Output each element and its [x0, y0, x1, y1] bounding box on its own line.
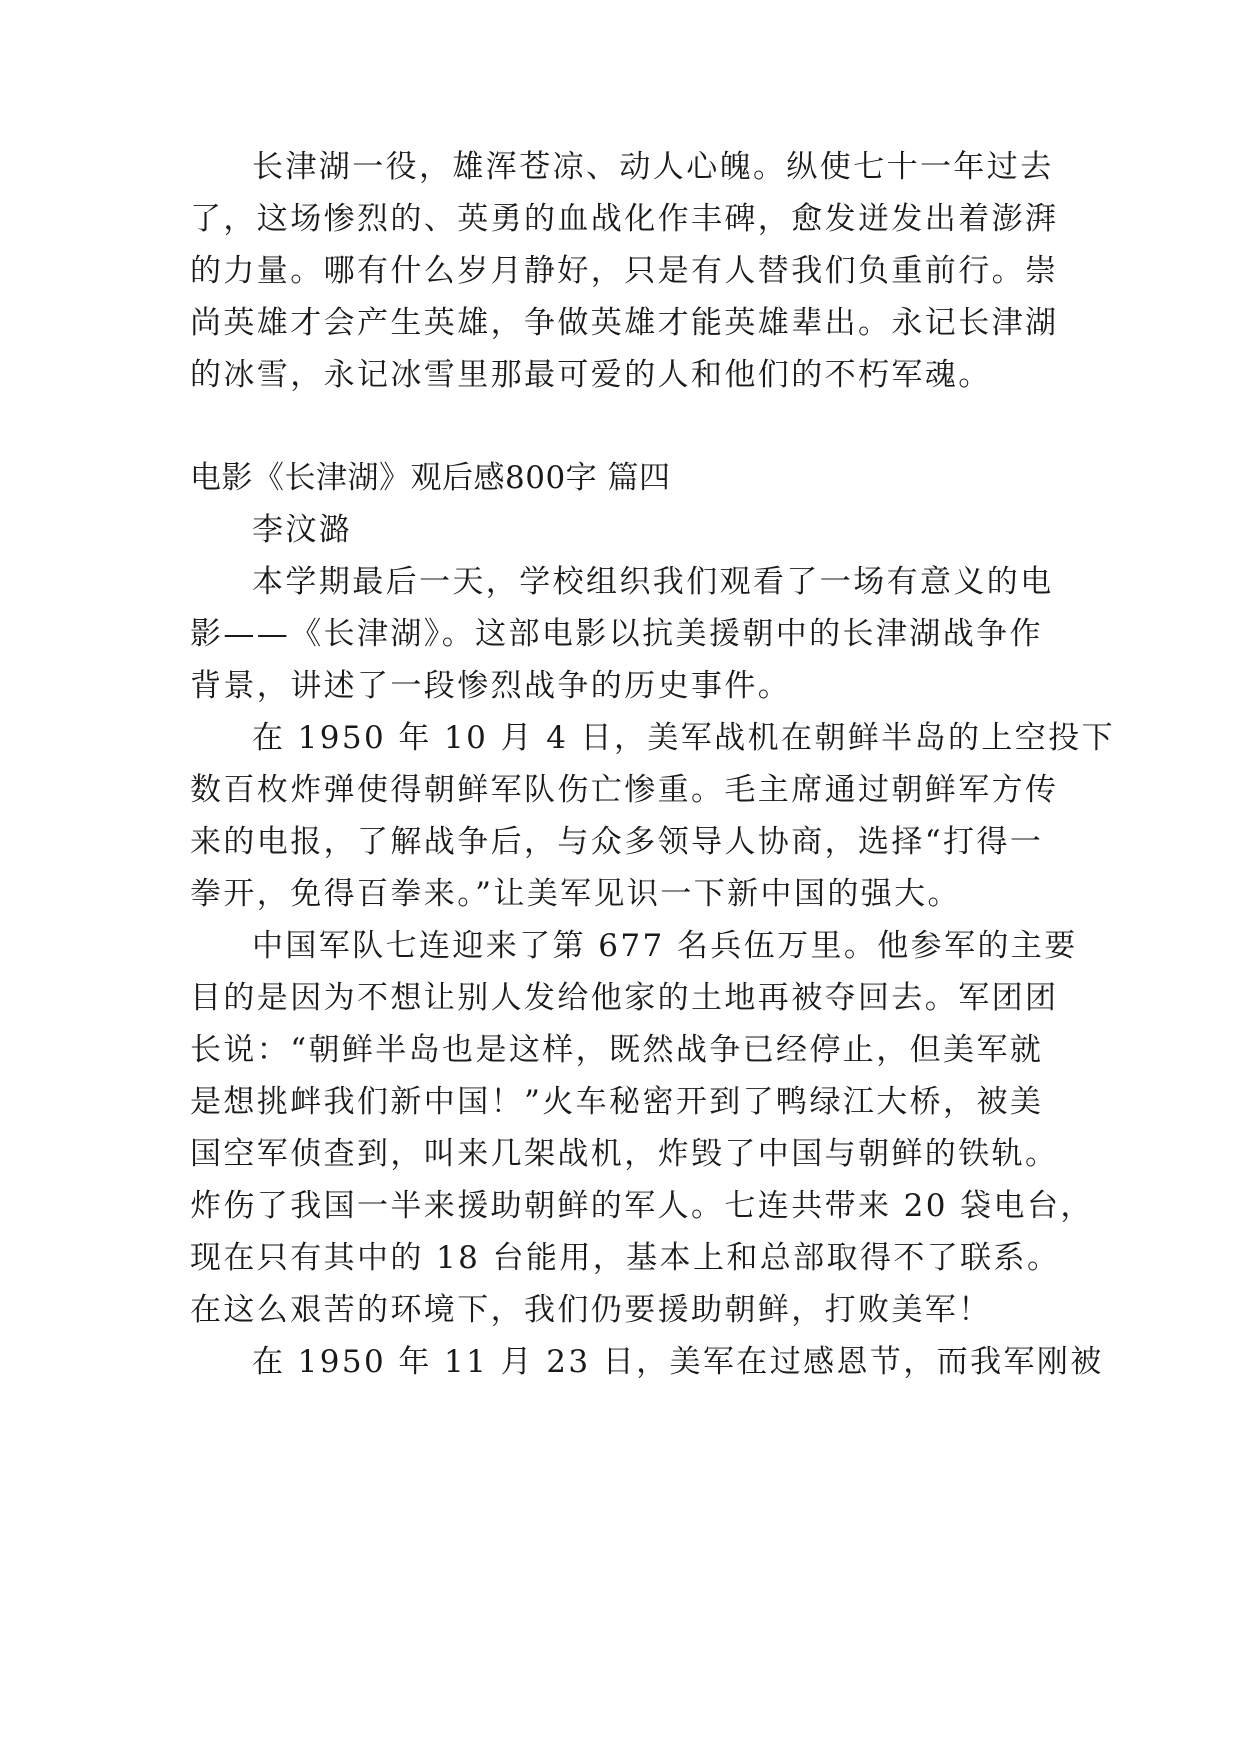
body-text-line: 本学期最后一天，学校组织我们观看了一场有意义的电: [252, 564, 1054, 600]
body-text-line: 国空军侦查到，叫来几架战机，炸毁了中国与朝鲜的铁轨。: [190, 1136, 1059, 1172]
body-text-line: 的冰雪，永记冰雪里那最可爱的人和他们的不朽军魂。: [190, 357, 992, 393]
body-text-line: 背景，讲述了一段惨烈战争的历史事件。: [190, 668, 792, 704]
body-text-line: 长说：“朝鲜半岛也是这样，既然战争已经停止，但美军就: [190, 1032, 1044, 1068]
body-text-line: 炸伤了我国一半来援助朝鲜的军人。七连共带来 20 袋电台，: [190, 1188, 1094, 1224]
body-text-line: 的力量。哪有什么岁月静好，只是有人替我们负重前行。崇: [190, 253, 1059, 289]
author-name: 李汶潞: [252, 512, 353, 548]
body-text-line: 在这么艰苦的环境下，我们仍要援助朝鲜，打败美军！: [190, 1292, 992, 1328]
body-text-line: 数百枚炸弹使得朝鲜军队伤亡惨重。毛主席通过朝鲜军方传: [190, 772, 1059, 808]
body-text-line: 是想挑衅我们新中国！”火车秘密开到了鸭绿江大桥，被美: [190, 1084, 1044, 1120]
body-text-line: 尚英雄才会产生英雄，争做英雄才能英雄辈出。永记长津湖: [190, 305, 1059, 341]
body-text-line: 中国军队七连迎来了第 677 名兵伍万里。他参军的主要: [252, 928, 1078, 964]
body-text-line: 在 1950 年 10 月 4 日，美军战机在朝鲜半岛的上空投下: [252, 720, 1115, 756]
body-text-line: 在 1950 年 11 月 23 日，美军在过感恩节，而我军刚被: [252, 1344, 1104, 1380]
body-text-line: 了，这场惨烈的、英勇的血战化作丰碑，愈发迸发出着澎湃: [190, 201, 1059, 237]
body-text-line: 拳开，免得百拳来。”让美军见识一下新中国的强大。: [190, 876, 961, 912]
section-heading: 电影《长津湖》观后感800字 篇四: [190, 460, 671, 496]
body-text-line: 现在只有其中的 18 台能用，基本上和总部取得不了联系。: [190, 1240, 1061, 1276]
body-text-line: 目的是因为不想让别人发给他家的土地再被夺回去。军团团: [190, 980, 1059, 1016]
body-text-line: 影——《长津湖》。这部电影以抗美援朝中的长津湖战争作: [190, 616, 1043, 652]
body-text-line: 长津湖一役，雄浑苍凉、动人心魄。纵使七十一年过去: [252, 149, 1054, 185]
body-text-line: 来的电报，了解战争后，与众多领导人协商，选择“打得一: [190, 824, 1044, 860]
